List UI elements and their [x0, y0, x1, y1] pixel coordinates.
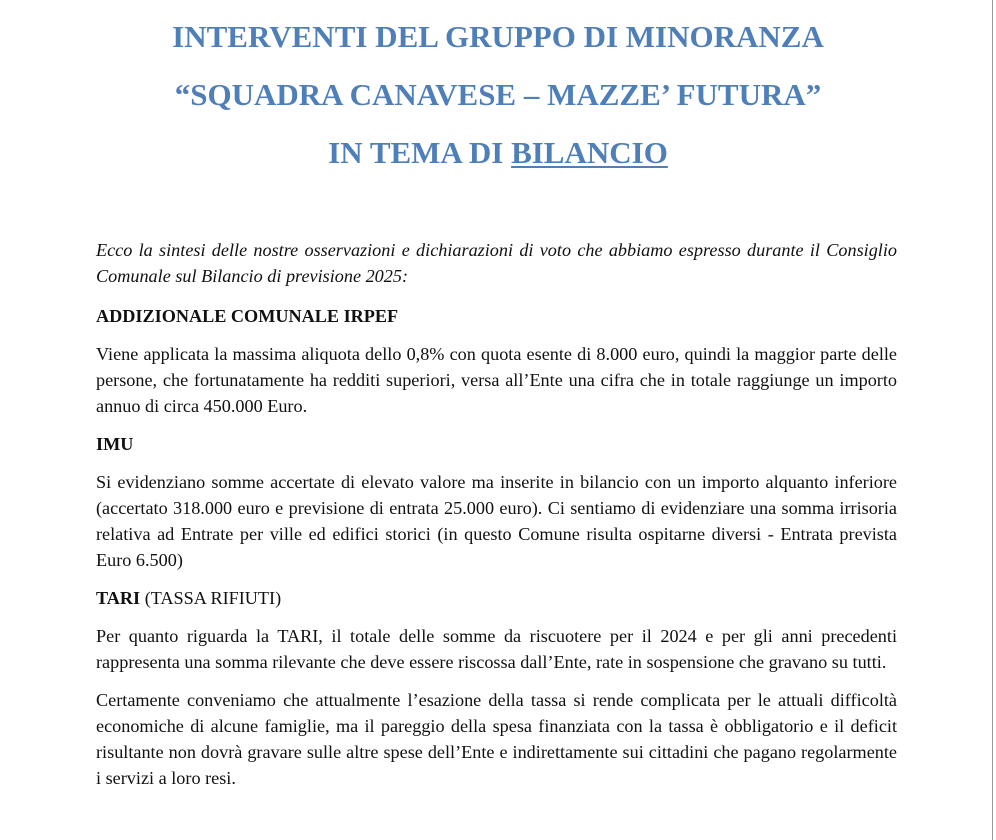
section-body-tari-2: Certamente conveniamo che attualmente l’esazione della tassa si rende complicata per le attuali difficoltà economiche di alcune famiglie, ma il pareggio della spesa finanziata con la tassa è obbligatorio e il deficit risultante non dovrà gravare sulle altre spese dell’Ente e indirettamente sui cittadini che pagano regolarmente i servizi a loro resi. — [96, 690, 897, 788]
intro-paragraph: Ecco la sintesi delle nostre osservazioni e dichiarazioni di voto che abbiamo espresso durante il Consiglio Comunale sul Bilancio di previsione 2025: — [96, 240, 897, 286]
section-body-irpef: Viene applicata la massima aliquota dello 0,8% con quota esente di 8.000 euro, quindi la maggior parte delle persone, che fortunatamente ha redditi superiori, versa all’Ente una cifra che in totale raggiunge un importo annuo di circa 450.000 Euro. — [96, 344, 897, 416]
tari-heading-suffix: (TASSA RIFIUTI) — [140, 588, 282, 608]
title-line-1: INTERVENTI DEL GRUPPO DI MINORANZA — [172, 19, 824, 54]
title-line-3 — [0, 124, 996, 182]
section-heading-imu: IMU — [96, 434, 134, 454]
section-heading-tari — [96, 585, 897, 611]
section-body-tari-1: Per quanto riguarda la TARI, il totale delle somme da riscuotere per il 2024 e per gli anni precedenti rappresenta una somma rilevante che deve essere riscossa dall’Ente, rate in sospensione che gravano su tutti. — [96, 626, 897, 672]
tari-heading-bold: TARI — [96, 588, 141, 608]
title-line-3-prefix: IN TEMA DI — [328, 135, 512, 170]
document-title — [0, 8, 996, 182]
section-body-imu: Si evidenziano somme accertate di elevato valore ma inserite in bilancio con un importo alquanto inferiore (accertato 318.000 euro e previsione di entrata 25.000 euro). Ci sentiamo di evidenziare una somma irrisoria relativa ad Entrate per ville ed edifici storici (in questo Comune risulta ospitarne diversi - Entrata prevista Euro 6.500) — [96, 472, 897, 570]
document-body — [96, 237, 897, 803]
title-line-2: “SQUADRA CANAVESE – MAZZE’ FUTURA” — [174, 77, 822, 112]
section-heading-irpef: ADDIZIONALE COMUNALE IRPEF — [96, 306, 399, 326]
title-underlined-word: BILANCIO — [511, 135, 668, 170]
